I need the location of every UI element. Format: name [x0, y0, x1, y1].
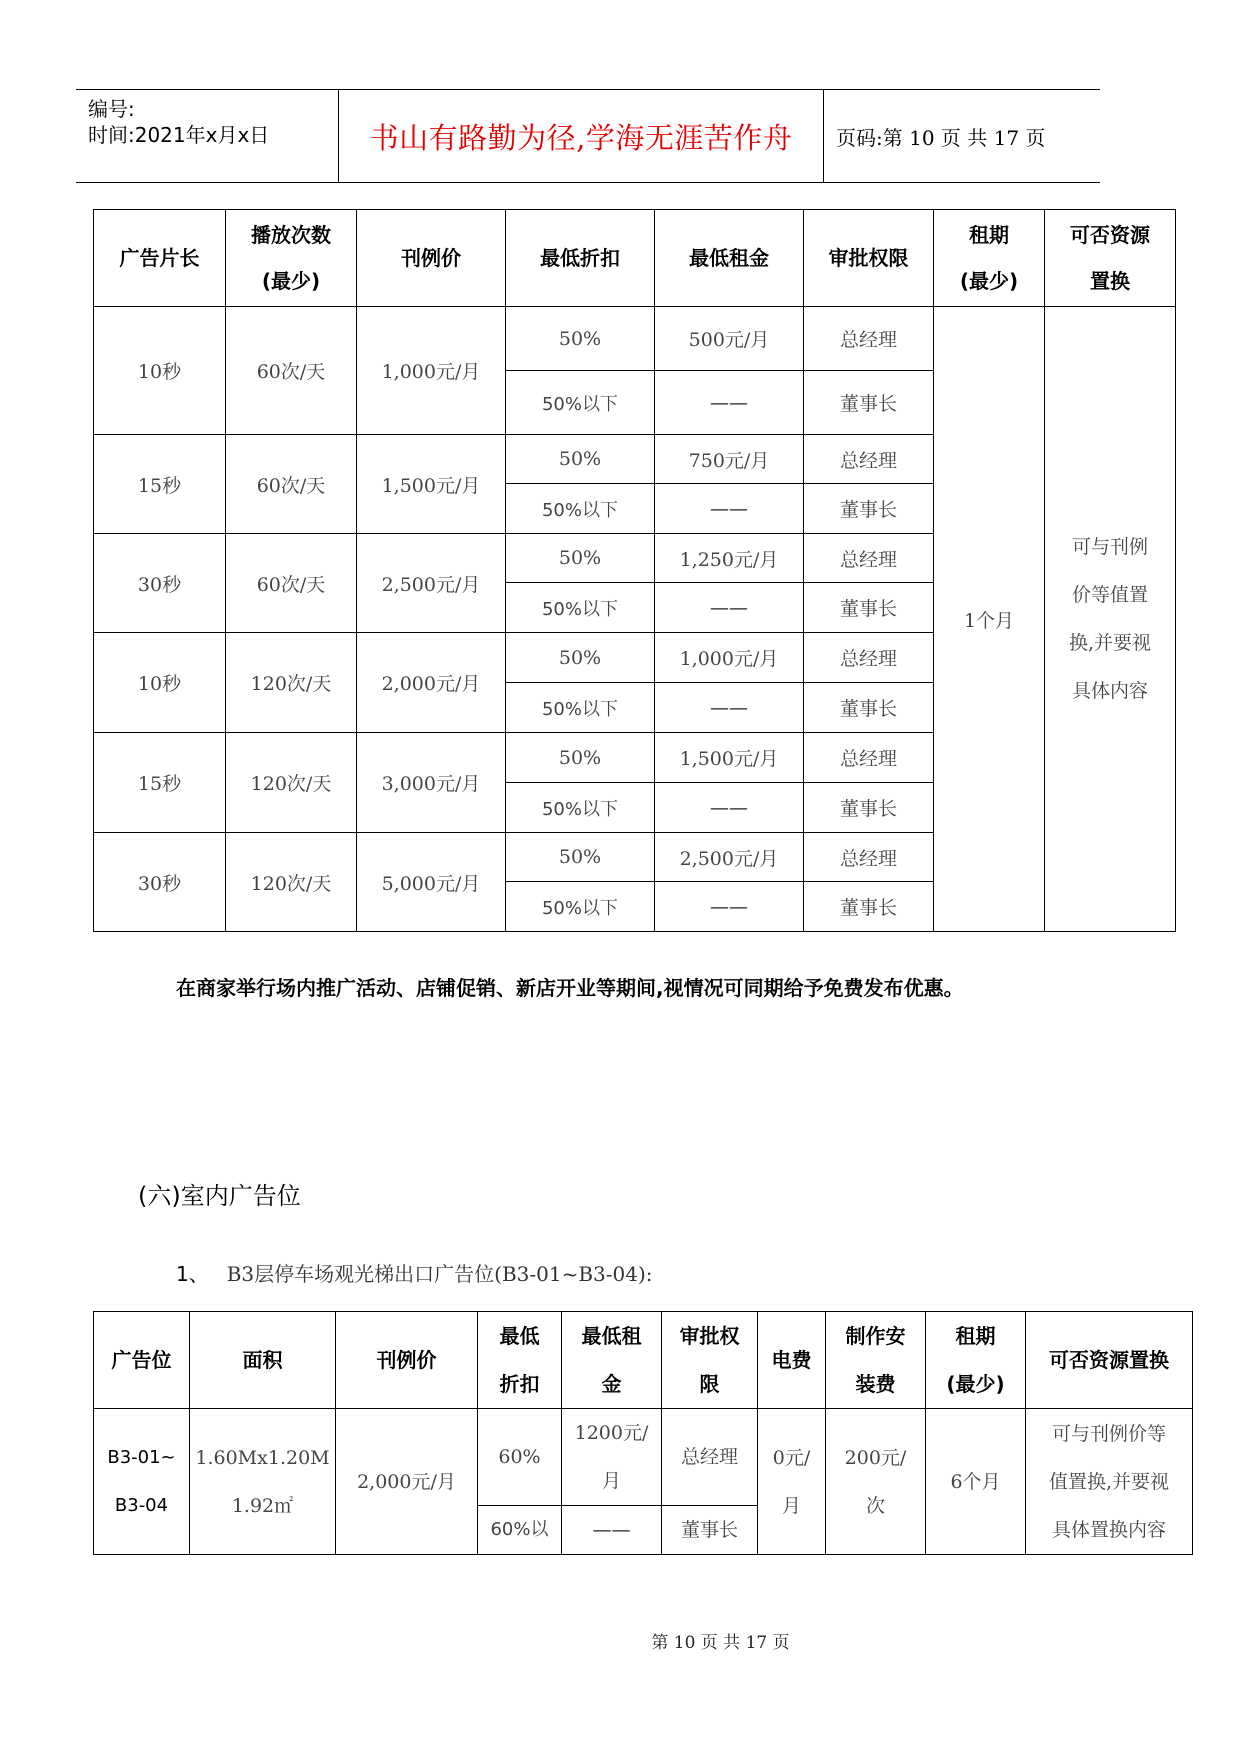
cell-line: 最低折扣 [540, 246, 620, 270]
cell-line: (最少) [959, 269, 1019, 293]
cell-line: 折扣 [499, 1372, 540, 1396]
list-price-cell: 5,000元/月 [357, 833, 506, 932]
subsection-number: 1、 [176, 1262, 209, 1286]
cell-line: 1200元/ [574, 1422, 649, 1444]
cell-line: 月 [601, 1470, 621, 1492]
header-page-number: 页码:第 10 页 共 17 页 [836, 125, 1046, 150]
column-header [1026, 1312, 1193, 1409]
cell-line: (最少) [261, 269, 321, 293]
column-header [562, 1312, 662, 1409]
cell-line: 月 [781, 1494, 801, 1517]
cell-line: 面积 [242, 1348, 283, 1372]
column-header [226, 210, 357, 307]
approver-cell: 总经理 [804, 435, 934, 484]
discount-cell: 50%以下 [506, 583, 655, 633]
cell-line: 电费 [771, 1348, 812, 1372]
cell-line: 限 [699, 1372, 720, 1396]
cell-line: 最低租金 [689, 246, 769, 270]
column-header [934, 210, 1045, 307]
area-cell [190, 1409, 336, 1555]
electricity-cell [758, 1409, 826, 1555]
min-rent-cell: —— [655, 583, 804, 633]
table-row [94, 1409, 1193, 1506]
ad-position-cell [94, 1409, 190, 1555]
list-price-cell: 3,000元/月 [357, 733, 506, 833]
cell-line: 播放次数 [251, 223, 331, 247]
cell-line: 广告位 [111, 1348, 172, 1372]
ad-length-cell: 30秒 [94, 833, 226, 932]
cell-line: 刊例价 [401, 246, 461, 270]
header-time: 时间:2021年x月x日 [88, 123, 270, 147]
indoor-ad-table [93, 1311, 1193, 1555]
ad-length-cell: 10秒 [94, 633, 226, 733]
min-rent-cell [562, 1409, 662, 1506]
ad-length-cell: 30秒 [94, 534, 226, 633]
cell-line: 具体内容 [1071, 680, 1148, 702]
exchange-cell [1026, 1409, 1193, 1555]
cell-line: B3-04 [114, 1494, 169, 1516]
cell-line: 租期 [955, 1324, 996, 1348]
approver-cell: 总经理 [804, 833, 934, 882]
min-rent-cell: —— [655, 484, 804, 534]
column-header [926, 1312, 1026, 1409]
column-header [336, 1312, 478, 1409]
ad-length-cell: 10秒 [94, 307, 226, 435]
table-header-row [94, 1312, 1193, 1409]
list-price-cell: 1,500元/月 [357, 435, 506, 534]
min-rent-cell: 500元/月 [655, 307, 804, 371]
approver-cell: 董事长 [662, 1506, 758, 1555]
cell-line: 最低租 [581, 1324, 642, 1348]
cell-line: 审批权 [679, 1324, 740, 1348]
header-number: 编号: [88, 97, 135, 121]
cell-line: 最低 [499, 1324, 540, 1348]
subsection-text: B3层停车场观光梯出口广告位(B3-01~B3-04): [226, 1262, 653, 1286]
cell-line: 换,并要视 [1068, 632, 1152, 654]
min-rent-cell: 1,250元/月 [655, 534, 804, 583]
ad-length-cell: 15秒 [94, 733, 226, 833]
discount-cell: 50%以下 [506, 371, 655, 435]
column-header [655, 210, 804, 307]
column-header [758, 1312, 826, 1409]
cell-line: 广告片长 [119, 246, 200, 270]
discount-cell: 60% [478, 1409, 562, 1506]
approver-cell: 董事长 [804, 783, 934, 833]
promo-note: 在商家举行场内推广活动、店铺促销、新店开业等期间,视情况可同期给予免费发布优惠。 [176, 976, 964, 1000]
header-meta [76, 90, 338, 182]
table-header-row [94, 210, 1176, 307]
discount-cell: 50% [506, 435, 655, 484]
cell-line: (最少) [946, 1372, 1005, 1396]
cell-line: B3-01~ [107, 1446, 176, 1468]
approver-cell: 董事长 [804, 484, 934, 534]
cell-line: 刊例价 [376, 1348, 437, 1372]
approver-cell: 总经理 [804, 633, 934, 683]
column-header [478, 1312, 562, 1409]
discount-cell: 50%以下 [506, 683, 655, 733]
cell-line: 可否资源 [1070, 223, 1150, 247]
play-count-cell: 120次/天 [226, 733, 357, 833]
discount-cell: 60%以 [478, 1506, 562, 1555]
column-header [506, 210, 655, 307]
cell-line: 0元/ [772, 1446, 811, 1469]
approver-cell: 董事长 [804, 371, 934, 435]
cell-line: 装费 [855, 1372, 896, 1396]
discount-cell: 50% [506, 307, 655, 371]
min-rent-cell [562, 1506, 662, 1555]
column-header [94, 1312, 190, 1409]
subsection-title [176, 1258, 653, 1287]
discount-cell: 50% [506, 633, 655, 683]
ad-pricing-table [93, 209, 1176, 932]
play-count-cell: 60次/天 [226, 534, 357, 633]
cell-line: 金 [601, 1372, 622, 1396]
cell-line: 200元/ [844, 1446, 907, 1469]
discount-cell: 50% [506, 534, 655, 583]
term-cell: 1个月 [934, 307, 1045, 932]
play-count-cell: 120次/天 [226, 633, 357, 733]
column-header [804, 210, 934, 307]
cell-line: 可与刊例价等 [1051, 1422, 1166, 1445]
header-motto: 书山有路勤为径,学海无涯苦作舟 [338, 90, 824, 182]
discount-cell: 50% [506, 833, 655, 882]
approver-cell: 董事长 [804, 882, 934, 932]
list-price-cell: 2,500元/月 [357, 534, 506, 633]
section-title: (六)室内广告位 [138, 1182, 301, 1210]
column-header [190, 1312, 336, 1409]
approver-cell: 总经理 [662, 1409, 758, 1506]
discount-cell: 50%以下 [506, 484, 655, 534]
play-count-cell: 120次/天 [226, 833, 357, 932]
cell-line: 租期 [969, 223, 1009, 247]
cell-line: 值置换,并要视 [1048, 1470, 1170, 1493]
page-header [76, 89, 1100, 183]
min-rent-cell: 1,000元/月 [655, 633, 804, 683]
column-header [1045, 210, 1176, 307]
approver-cell: 董事长 [804, 683, 934, 733]
cell-line: —— [592, 1519, 631, 1541]
min-rent-cell: 1,500元/月 [655, 733, 804, 783]
install-fee-cell [826, 1409, 926, 1555]
discount-cell: 50% [506, 733, 655, 783]
min-rent-cell: —— [655, 683, 804, 733]
cell-line: 审批权限 [828, 246, 909, 270]
approver-cell: 总经理 [804, 534, 934, 583]
list-price-cell: 2,000元/月 [357, 633, 506, 733]
min-rent-cell: —— [655, 882, 804, 932]
approver-cell: 总经理 [804, 307, 934, 371]
exchange-cell [1045, 307, 1176, 932]
page-footer: 第 10 页 共 17 页 [651, 1633, 790, 1653]
column-header [94, 210, 226, 307]
list-price-cell: 2,000元/月 [336, 1409, 478, 1555]
cell-line: 价等值置 [1071, 584, 1148, 606]
approver-cell: 董事长 [804, 583, 934, 633]
column-header [826, 1312, 926, 1409]
cell-line: 可否资源置换 [1049, 1348, 1169, 1372]
min-rent-cell: 2,500元/月 [655, 833, 804, 882]
cell-line: 可与刊例 [1071, 536, 1148, 558]
cell-line: 具体置换内容 [1051, 1518, 1166, 1541]
cell-line: 次 [865, 1494, 885, 1517]
table-row [94, 307, 1176, 371]
term-cell: 6个月 [926, 1409, 1026, 1555]
cell-line: 置换 [1090, 269, 1130, 293]
column-header [662, 1312, 758, 1409]
cell-line: 制作安 [845, 1324, 906, 1348]
discount-cell: 50%以下 [506, 882, 655, 932]
play-count-cell: 60次/天 [226, 307, 357, 435]
min-rent-cell: —— [655, 783, 804, 833]
min-rent-cell: 750元/月 [655, 435, 804, 484]
play-count-cell: 60次/天 [226, 435, 357, 534]
list-price-cell: 1,000元/月 [357, 307, 506, 435]
column-header [357, 210, 506, 307]
cell-line: 1.92㎡ [231, 1494, 294, 1517]
approver-cell: 总经理 [804, 733, 934, 783]
cell-line: 1.60Mx1.20M [195, 1446, 330, 1469]
min-rent-cell: —— [655, 371, 804, 435]
discount-cell: 50%以下 [506, 783, 655, 833]
ad-length-cell: 15秒 [94, 435, 226, 534]
